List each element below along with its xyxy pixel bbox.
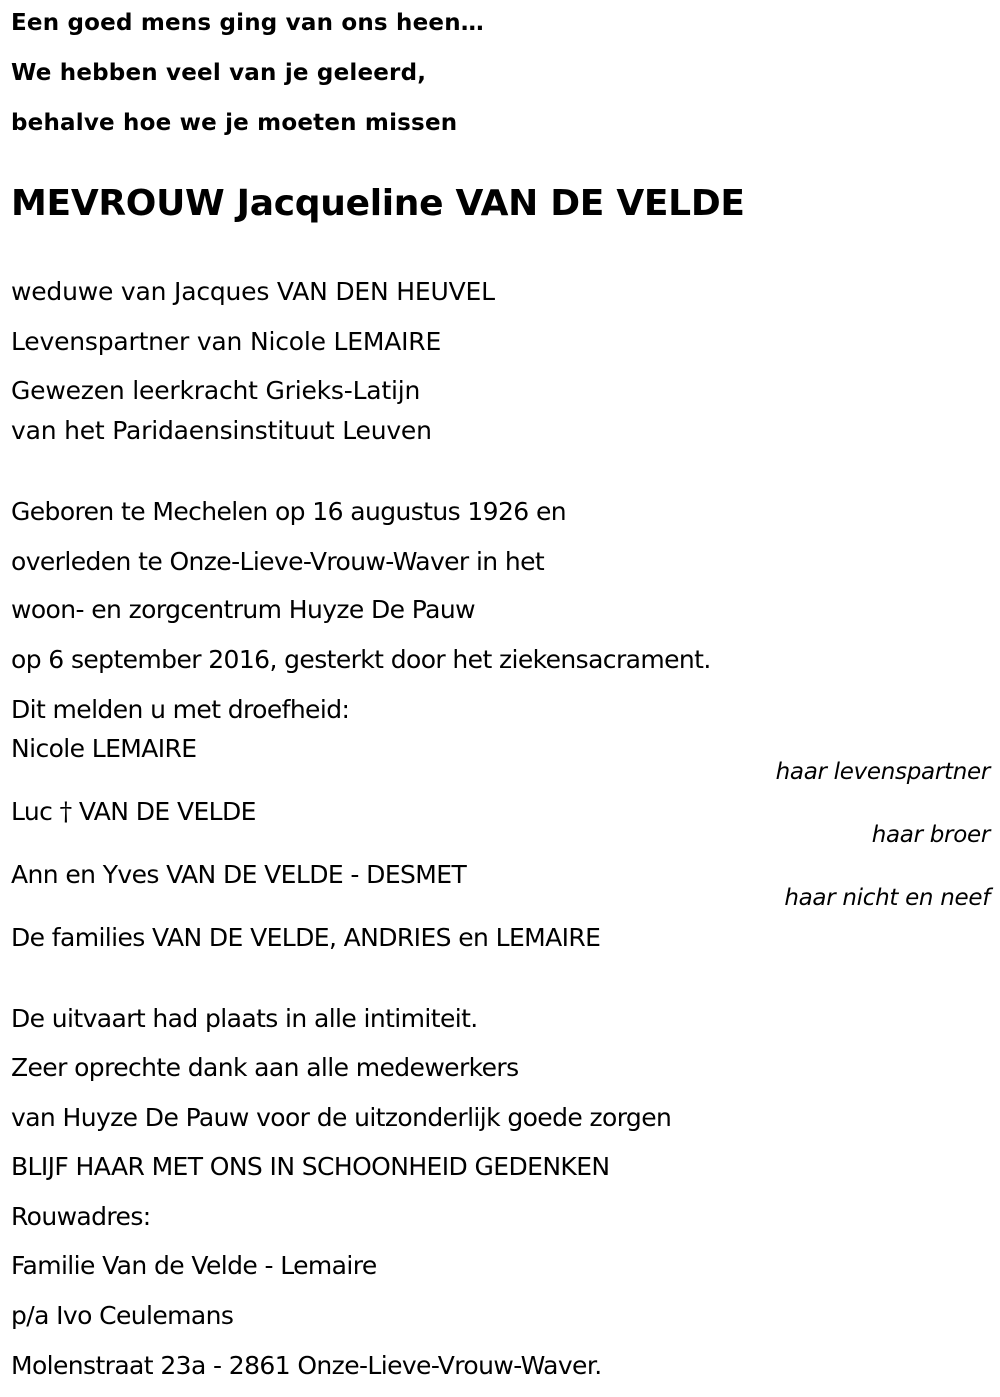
relation-line-widow: weduwe van Jacques VAN DEN HEUVEL: [11, 277, 495, 306]
mourner-name: Nicole LEMAIRE: [11, 734, 197, 763]
relation-line-partner: Levenspartner van Nicole LEMAIRE: [11, 327, 442, 356]
intro-line-1: Een goed mens ging van ons heen…: [11, 10, 484, 36]
funeral-line-2: Zeer oprechte dank aan alle medewerkers: [11, 1053, 519, 1082]
intro-line-3: behalve hoe we je moeten missen: [11, 110, 458, 136]
mourner-relation: haar levenspartner: [775, 759, 990, 785]
cross-icon: †: [59, 797, 72, 826]
intro-line-2: We hebben veel van je geleerd,: [11, 60, 427, 86]
funeral-line-1: De uitvaart had plaats in alle intimiteit.: [11, 1004, 478, 1033]
death-date-line: op 6 september 2016, gesterkt door het ziekensacrament.: [11, 645, 711, 674]
address-line-1: Familie Van de Velde - Lemaire: [11, 1251, 377, 1280]
deceased-name-title: MEVROUW Jacqueline VAN DE VELDE: [11, 183, 745, 224]
birth-line: Geboren te Mechelen op 16 augustus 1926 en: [11, 497, 566, 526]
mourner-name: [11, 799, 256, 824]
mourner-name: Ann en Yves VAN DE VELDE - DESMET: [11, 860, 467, 889]
mourners-intro: Dit melden u met droefheid:: [11, 695, 350, 724]
mourner-relation: haar broer: [871, 822, 990, 848]
address-line-3: Molenstraat 23a - 2861 Onze-Lieve-Vrouw-Waver.: [11, 1351, 602, 1380]
mourner-families: De families VAN DE VELDE, ANDRIES en LEMAIRE: [11, 923, 601, 952]
funeral-line-4: BLIJF HAAR MET ONS IN SCHOONHEID GEDENKEN: [11, 1152, 610, 1181]
mourner-first-name: Luc: [11, 797, 53, 826]
relation-line-profession: Gewezen leerkracht Grieks-Latijn: [11, 376, 421, 405]
care-center-line: woon- en zorgcentrum Huyze De Pauw: [11, 595, 475, 624]
death-line: overleden te Onze-Lieve-Vrouw-Waver in het: [11, 547, 545, 576]
address-label: Rouwadres:: [11, 1202, 151, 1231]
mourner-relation: haar nicht en neef: [784, 885, 990, 911]
mourner-last-name: VAN DE VELDE: [78, 797, 256, 826]
address-line-2: p/a Ivo Ceulemans: [11, 1301, 234, 1330]
funeral-line-3: van Huyze De Pauw voor de uitzonderlijk goede zorgen: [11, 1103, 672, 1132]
relation-line-institute: van het Paridaensinstituut Leuven: [11, 416, 432, 445]
